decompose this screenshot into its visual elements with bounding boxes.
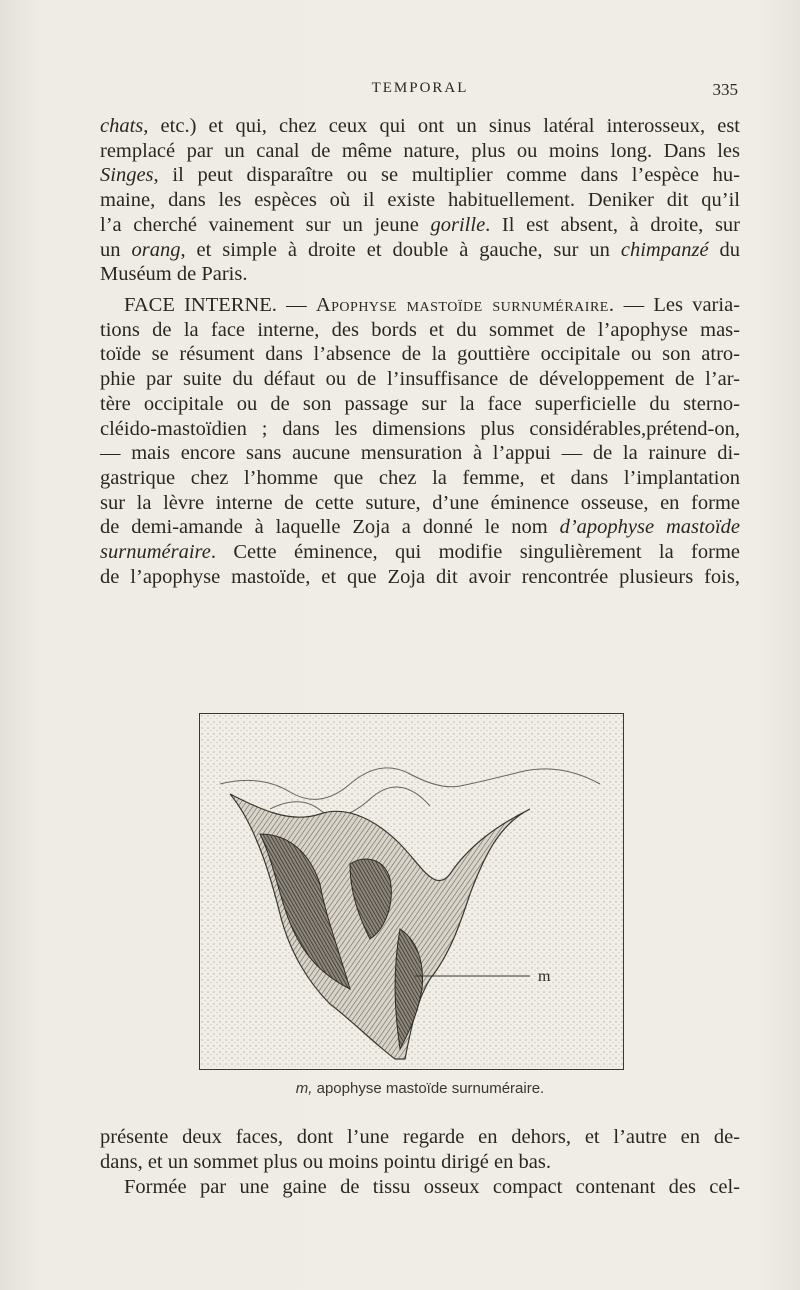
text-line [100, 114, 740, 139]
bone-engraving-illustration [200, 714, 623, 1069]
text-line: cléido-mastoïdien ; dans les dimensions plus considérables,prétend-on, [100, 417, 740, 440]
text-line: toïde se résument dans l’absence de la gouttière occipitale ou son atro- [100, 343, 740, 366]
text-line [100, 213, 740, 238]
text-run: de demi-amande à laquelle Zoja a donné le nom [100, 516, 560, 539]
running-head [100, 80, 740, 104]
running-title: TEMPORAL [371, 80, 469, 96]
italic-term: gorille [430, 213, 486, 236]
text-run: — Les varia- [614, 294, 740, 316]
text-line: gastrique chez l’homme que chez la femme, et dans l’implantation [100, 466, 740, 489]
italic-term: surnuméraire [100, 541, 211, 564]
figure-caption [100, 1080, 740, 1097]
text-line: remplacé par un canal de même nature, plus ou moins long. Dans les [100, 139, 740, 162]
italic-term: Singes [100, 164, 154, 187]
paragraph-2 [100, 293, 740, 589]
section-lead: FACE INTERNE. [124, 294, 277, 316]
text-line: de l’apophyse mastoïde, et que Zoja dit avoir rencontrée plusieurs fois, [100, 565, 740, 588]
text-line: Formée par une gaine de tissu osseux compact contenant des cel- [124, 1176, 740, 1198]
text-line: Muséum de Paris. [100, 263, 248, 286]
text-run: un [100, 238, 132, 261]
text-line: dans, et un sommet plus ou moins pointu dirigé en bas. [100, 1150, 551, 1173]
paragraph-1 [100, 114, 740, 287]
figure-label-m: m [538, 968, 551, 985]
italic-term: chats [100, 115, 144, 137]
text-run: . Cette éminence, qui modifie singulièrement la forme [210, 541, 740, 564]
text-line: sur la lèvre interne de cette suture, d’une éminence osseuse, en forme [100, 491, 740, 514]
caption-text: apophyse mastoïde surnuméraire. [312, 1080, 545, 1097]
text-run: , etc.) et qui, chez ceux qui ont un sinus latéral interosseux, est [143, 115, 740, 137]
figure-engraving [199, 713, 624, 1070]
paragraph-4 [100, 1175, 740, 1200]
paragraph-3 [100, 1125, 740, 1174]
text-line [100, 163, 740, 188]
text-line [100, 293, 740, 318]
text-run: l’a cherché vainement sur un jeune [100, 213, 431, 236]
text-line: tions de la face interne, des bords et du sommet de l’apophyse mas- [100, 318, 740, 341]
text-line: tère occipitale ou de son passage sur la face superficielle du sterno- [100, 392, 740, 415]
text-run: du [708, 238, 741, 261]
text-line: présente deux faces, dont l’une regarde en dehors, et l’autre en de- [100, 1126, 740, 1148]
italic-term: chimpanzé [620, 238, 709, 261]
section-heading: Apophyse mastoïde surnuméraire. [315, 294, 615, 316]
text-line: phie par suite du défaut ou de l’insuffisance de développement de l’ar- [100, 368, 740, 391]
text-run: , et simple à droite et double à gauche, sur un [180, 238, 621, 261]
text-line [100, 515, 740, 540]
text-line [100, 238, 740, 263]
italic-term: orang [131, 238, 181, 261]
caption-label: m, [295, 1080, 313, 1097]
text-run: . Il est absent, à droite, sur [485, 213, 740, 236]
text-line: — mais encore sans aucune mensuration à l’appui — de la rainure di- [100, 442, 740, 465]
text-run: , il peut disparaître ou se multiplier comme dans l’espèce hu- [153, 164, 740, 187]
italic-term: d’apophyse mastoïde [559, 516, 740, 539]
text-run: — [276, 294, 316, 316]
page-number: 335 [712, 80, 738, 99]
text-line [100, 540, 740, 565]
text-line: maine, dans les espèces où il existe habituellement. Deniker dit qu’il [100, 189, 740, 212]
